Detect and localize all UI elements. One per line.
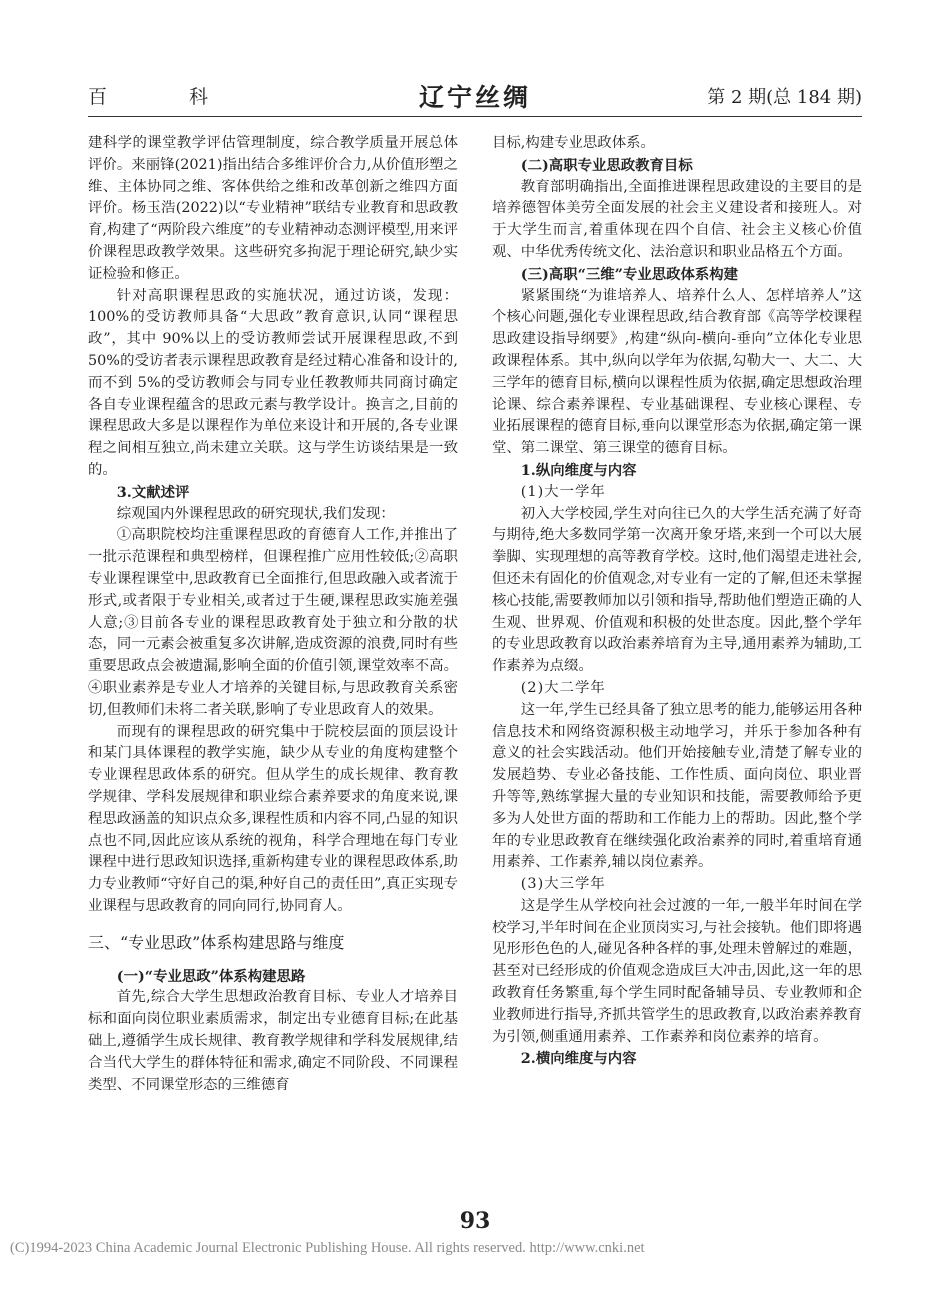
section-heading: 三、“专业思政”体系构建思路与维度 (88, 932, 345, 952)
paragraph: 初入大学校园,学生对向往已久的大学生活充满了好奇与期待,绝大多数同学第一次离开象牙塔,来到一个可以大展拳脚、实现理想的高等教育学校。这时,他们渴望走进社会,但还未有固化的价值观念,对专业有一定的了解,但还未掌握核心技能,需要教师加以引领和指导,帮助他们塑造正确的人生观、世界观、价值观和积极的处世态度。因此,整个学年的专业思政教育以政治素养培育为主导,通用素养为辅助,工作素养为点缀。 (492, 505, 862, 675)
left-column (88, 133, 458, 1096)
paragraph: 针对高职课程思政的实施状况，通过访谈，发现：100%的受访教师具备“大思政”教育意识,认同“课程思政”，其中 90%以上的受访教师尝试开展课程思政,不到 50%的受访者表示课程思政教育是经过精心准备和设计的,而不到 5%的受访教师会与同专业任教教师共同商讨确定各自专业课程蕴含的思政元素与教学设计。换言之,目前的课程思政大多是以课程作为单位来设计和开展的,各专业课程之间相互独立,尚未建立关联。这与学生访谈结果是一致的。 (88, 287, 458, 478)
copyright-notice: (C)1994-2023 China Academic Journal Electronic Publishing House. All rights reserved. http://www.cnki.net (10, 1240, 645, 1256)
right-column (492, 133, 862, 1070)
section-label: 百 科 (88, 86, 247, 108)
paragraph: 综观国内外课程思政的研究现状,我们发现： (116, 505, 395, 522)
subsection-heading: (三)高职“三维”专业思政体系构建 (520, 265, 739, 283)
subsection-heading: (一)“专业思政”体系构建思路 (116, 967, 306, 985)
subsection-heading: (二)高职专业思政教育目标 (520, 156, 693, 174)
heading-horizontal-dimension: 2.横向维度与内容 (520, 1050, 637, 1068)
heading-year-two: (2)大二学年 (520, 679, 606, 696)
paragraph: 紧紧围绕“为谁培养人、培养什么人、怎样培养人”这个核心问题,强化专业课程思政,结合教育部《高等学校课程思政建设指导纲要》,构建“纵向-横向-垂向”立体化专业思政课程体系。其中,纵向以学年为依据,勾勒大一、大二、大三学年的德育目标,横向以课程性质为依据,确定思想政治理论课、综合素养课程、专业基础课程、专业核心课程、专业拓展课程的德育目标,垂向以课堂形态为依据,确定第一课堂、第二课堂、第三课堂的德育目标。 (492, 287, 862, 457)
header-rule (88, 116, 862, 117)
issue-label: 第 2 期(总 184 期) (707, 87, 862, 108)
paragraph: 而现有的课程思政的研究集中于院校层面的顶层设计和某门具体课程的教学实施，缺少从专业的角度构建整个专业课程思政体系的研究。但从学生的成长规律、教育教学规律、学科发展规律和职业综合素养要求的角度来说,课程思政涵盖的知识点众多,课程性质和内容不同,凸显的知识点也不同,因此应该从系统的视角，科学合理地在每门专业课程中进行思政知识选择,重新构建专业的课程思政体系,助力专业教师“守好自己的渠,种好自己的责任田”,真正实现专业课程与思政教育的同向同行,协同育人。 (88, 723, 458, 914)
paragraph: 首先,综合大学生思想政治教育目标、专业人才培养目标和面向岗位职业素质需求，制定出专业德育目标;在此基础上,遵循学生成长规律、教育教学规律和学科发展规律,结合当代大学生的群体特征和需求,确定不同阶段、不同课程类型、不同课堂形态的三维德育 (88, 989, 458, 1093)
page-number: 93 (459, 1208, 491, 1234)
heading-vertical-dimension: 1.纵向维度与内容 (520, 461, 637, 479)
page-header (88, 78, 862, 110)
heading-literature-review: 3.文献述评 (116, 483, 190, 501)
journal-title: 辽宁丝绸 (418, 83, 531, 112)
paragraph: 目标,构建专业思政体系。 (492, 135, 655, 151)
heading-year-three: (3)大三学年 (520, 876, 606, 893)
heading-year-one: (1)大一学年 (520, 483, 606, 500)
paragraph: 这是学生从学校向社会过渡的一年,一般半年时间在学校学习,半年时间在企业顶岗实习,与社会接轨。他们即将遇见形形色色的人,碰见各种各样的事,处理未曾解过的难题，甚至对已经形成的价值观念造成巨大冲击,因此,这一年的思政教育任务繁重,每个学生同时配备辅导员、专业教师和企业教师进行指导,齐抓共管学生的思政教育,以政治素养教育为引领,侧重通用素养、工作素养和岗位素养的培育。 (492, 897, 862, 1045)
paragraph: 建科学的课堂教学评估管理制度，综合教学质量开展总体评价。来丽锋(2021)指出结合多维评价合力,从价值形塑之维、主体协同之维、客体供给之维和改革创新之维四方面评价。杨玉浩(2022)以“专业精神”联结专业教育和思政教育,构建了“两阶段六维度”的专业精神动态测评模型,用来评价课程思政教学效果。这些研究多拘泥于理论研究,缺少实证检验和修正。 (88, 135, 458, 282)
paragraph: ①高职院校均注重课程思政的育德育人工作,并推出了一批示范课程和典型榜样，但课程推广应用性较低;②高职专业课程课堂中,思政教育已全面推行,但思政融入或者流于形式,或者限于专业相关,或者过于生硬,课程思政实施差强人意;③目前各专业的课程思政教育处于独立和分散的状态，同一元素会被重复多次讲解,造成资源的浪费,同时有些重要思政点会被遗漏,影响全面的价值引领,课堂效率不高。④职业素养是专业人才培养的关键目标,与思政教育关系密切,但教师们未将二者关联,影响了专业思政育人的效果。 (88, 527, 458, 718)
paragraph: 教育部明确指出,全面推进课程思政建设的主要目的是培养德智体美劳全面发展的社会主义建设者和接班人。对于大学生而言,着重体现在四个自信、社会主义核心价值观、中华优秀传统文化、法治意识和职业品格五个方面。 (492, 178, 862, 260)
paragraph: 这一年,学生已经具备了独立思考的能力,能够运用各种信息技术和网络资源积极主动地学习，并乐于参加各种有意义的社会实践活动。他们开始接触专业,清楚了解专业的发展趋势、专业必备技能、工作性质、面向岗位、职业晋升等等,熟练掌握大量的专业知识和技能，需要教师给予更多为人处世方面的帮助和工作能力上的帮助。因此,整个学年的专业思政教育在继续强化政治素养的同时,着重培育通用素养、工作素养,辅以岗位素养。 (492, 701, 862, 871)
